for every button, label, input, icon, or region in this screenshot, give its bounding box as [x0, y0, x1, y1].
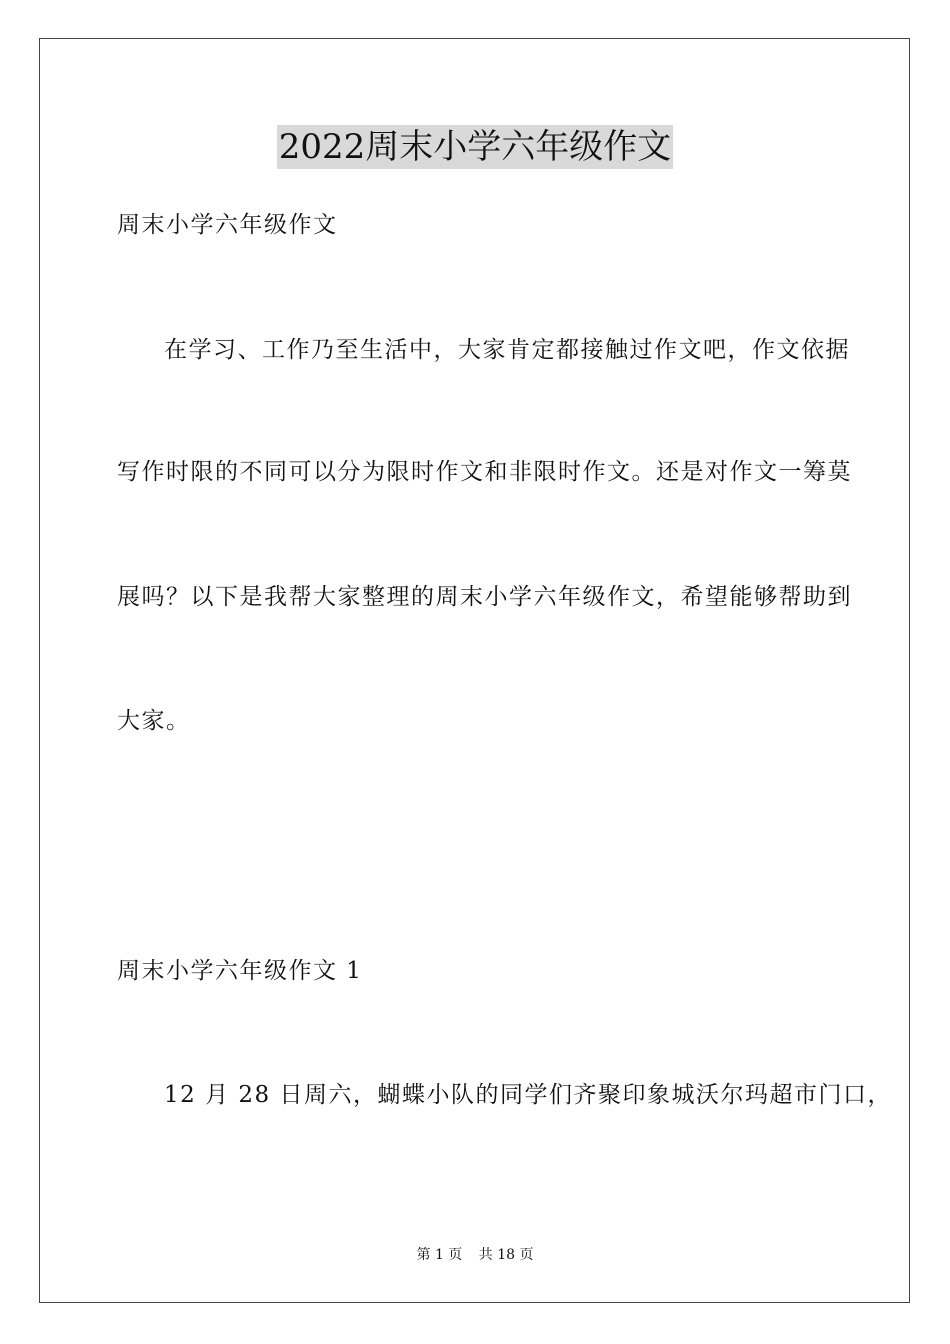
page-footer: [0, 1246, 950, 1264]
intro-line-2: 写作时限的不同可以分为限时作文和非限时作文。还是对作文一筹莫: [117, 459, 852, 485]
subtitle: 周末小学六年级作文: [117, 212, 338, 238]
page-number-total: 共 18 页: [478, 1247, 534, 1263]
section-1-line-1: 12 月 28 日周六，蝴蝶小队的同学们齐聚印象城沃尔玛超市门口，: [164, 1082, 892, 1108]
intro-line-4: 大家。: [117, 708, 191, 734]
document-title: 2022周末小学六年级作文: [278, 127, 672, 167]
intro-line-3: 展吗？以下是我帮大家整理的周末小学六年级作文，希望能够帮助到: [117, 584, 852, 610]
page-number-current: 第 1 页: [416, 1247, 463, 1263]
intro-line-1: 在学习、工作乃至生活中，大家肯定都接触过作文吧，作文依据: [164, 337, 850, 363]
section-1-heading: 周末小学六年级作文 1: [117, 958, 363, 984]
title-container: [0, 125, 950, 169]
